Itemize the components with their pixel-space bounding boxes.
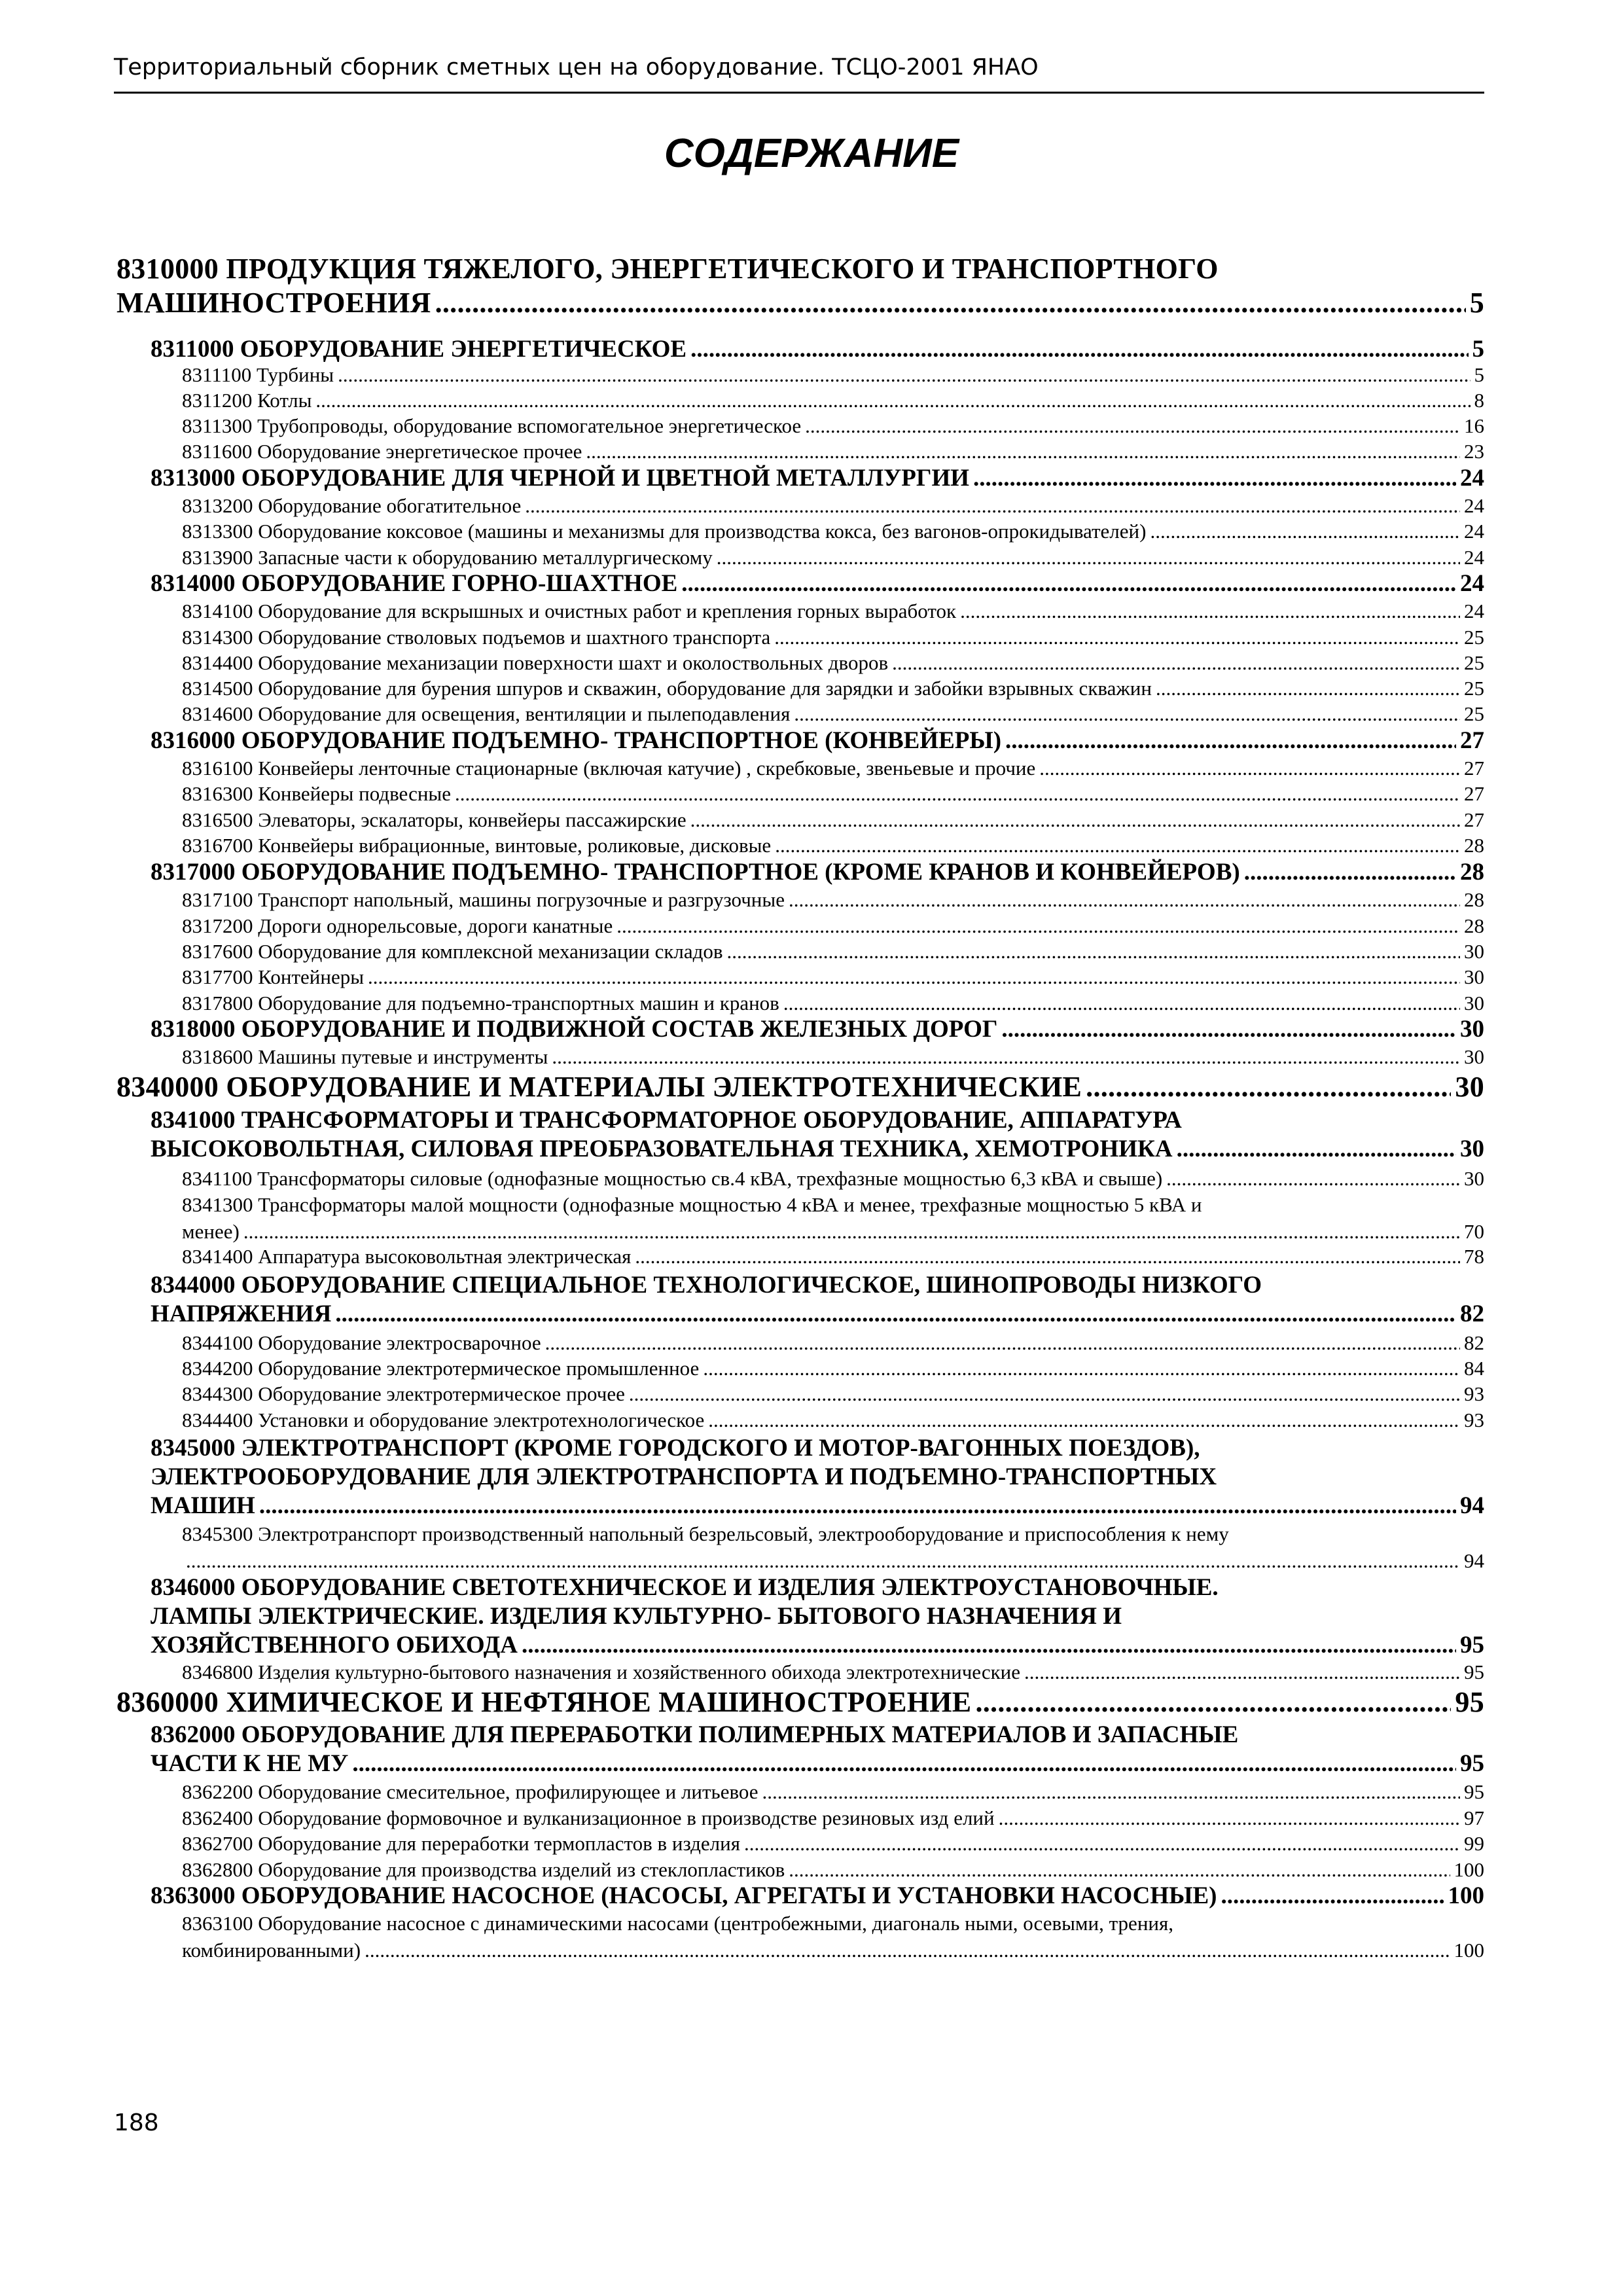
toc-entry-title: 8362200 Оборудование смесительное, профилирующее и литьевое bbox=[182, 1780, 758, 1803]
toc-entry-title-line: 8310000 ПРОДУКЦИЯ ТЯЖЕЛОГО, ЭНЕРГЕТИЧЕСКОГО И ТРАНСПОРТНОГО bbox=[116, 253, 1219, 285]
toc-page-number: 30 bbox=[1464, 992, 1484, 1014]
toc-entry-item[interactable] bbox=[182, 624, 1484, 651]
toc-entry-title: 8318000 ОБОРУДОВАНИЕ И ПОДВИЖНОЙ СОСТАВ ЖЕЛЕЗНЫХ ДОРОГ bbox=[151, 1016, 998, 1043]
toc-entry-item[interactable] bbox=[182, 1043, 1484, 1070]
toc-page-number: 94 bbox=[1460, 1492, 1484, 1519]
dot-leader bbox=[186, 1547, 1460, 1574]
dot-leader bbox=[960, 598, 1460, 624]
toc-entry-item[interactable] bbox=[182, 1910, 1484, 1964]
toc-entry-title: МАШИНОСТРОЕНИЯ bbox=[116, 287, 431, 319]
toc-entry-item[interactable] bbox=[182, 361, 1484, 388]
toc-entry-title: 8314100 Оборудование для вскрышных и очистных работ и крепления горных выработок bbox=[182, 600, 957, 622]
toc-entry-title-line: 8362000 ОБОРУДОВАНИЕ ДЛЯ ПЕРЕРАБОТКИ ПОЛИМЕРНЫХ МАТЕРИАЛОВ И ЗАПАСНЫЕ bbox=[151, 1721, 1239, 1748]
toc-page-number: 24 bbox=[1464, 600, 1484, 622]
toc-entry-item[interactable] bbox=[182, 598, 1484, 624]
toc-entry-item[interactable] bbox=[182, 963, 1484, 990]
toc-entry-item[interactable] bbox=[182, 1165, 1484, 1192]
toc-entry-title: 8344400 Установки и оборудование электротехнологическое bbox=[182, 1408, 705, 1431]
toc-page-number: 82 bbox=[1460, 1300, 1484, 1327]
toc-entry-title: 8362400 Оборудование формовочное и вулканизационное в производстве резиновых изд елий bbox=[182, 1806, 995, 1829]
toc-entry-title: 8314500 Оборудование для бурения шпуров и скважин, оборудование для зарядки и забойки взрывных скважин bbox=[182, 677, 1152, 700]
toc-entry-title: 8346800 Изделия культурно-бытового назначения и хозяйственного обихода электротехнические bbox=[182, 1660, 1020, 1683]
toc-entry-title: 8314600 Оборудование для освещения, вентиляции и пылеподавления bbox=[182, 702, 791, 725]
dot-leader bbox=[690, 806, 1460, 833]
dot-leader bbox=[1005, 726, 1456, 755]
toc-entry-title: 8316300 Конвейеры подвесные bbox=[182, 782, 452, 805]
toc-entry-title-line: ЭЛЕКТРООБОРУДОВАНИЕ ДЛЯ ЭЛЕКТРОТРАНСПОРТА И ПОДЪЕМНО-ТРАНСПОРТНЫХ bbox=[151, 1463, 1217, 1490]
toc-page-number: 95 bbox=[1460, 1632, 1484, 1659]
toc-entry-item[interactable] bbox=[182, 938, 1484, 965]
toc-page-number: 27 bbox=[1464, 757, 1484, 780]
toc-entry-title-line: 8345000 ЭЛЕКТРОТРАНСПОРТ (КРОМЕ ГОРОДСКОГО И МОТОР-ВАГОННЫХ ПОЕЗДОВ), bbox=[151, 1435, 1200, 1462]
toc-page-number: 24 bbox=[1464, 494, 1484, 517]
toc-entry-item[interactable] bbox=[182, 1407, 1484, 1433]
toc-entry-title: 8344300 Оборудование электротермическое прочее bbox=[182, 1382, 625, 1405]
toc-page-number: 30 bbox=[1464, 1045, 1484, 1068]
dot-leader bbox=[522, 1631, 1456, 1660]
toc-page-number: 8 bbox=[1474, 389, 1484, 412]
dot-leader bbox=[681, 569, 1456, 598]
dot-leader bbox=[1156, 675, 1460, 702]
dot-leader bbox=[789, 886, 1460, 913]
toc-entry-item[interactable] bbox=[182, 1830, 1484, 1857]
toc-entry-item[interactable] bbox=[182, 1520, 1484, 1574]
toc-page-number: 25 bbox=[1464, 702, 1484, 725]
toc-entry-title: 8317700 Контейнеры bbox=[182, 965, 365, 988]
dot-leader bbox=[629, 1380, 1460, 1407]
dot-leader bbox=[999, 1804, 1460, 1831]
toc-entry-title: 8317000 ОБОРУДОВАНИЕ ПОДЪЕМНО- ТРАНСПОРТНОЕ (КРОМЕ КРАНОВ И КОНВЕЙЕРОВ) bbox=[151, 859, 1240, 886]
dot-leader bbox=[783, 990, 1460, 1016]
toc-page-number: 24 bbox=[1460, 570, 1484, 597]
dot-leader bbox=[762, 1778, 1460, 1805]
toc-entry-title: 8360000 ХИМИЧЕСКОЕ И НЕФТЯНОЕ МАШИНОСТРОЕНИЕ bbox=[116, 1686, 972, 1718]
dot-leader bbox=[727, 938, 1460, 965]
toc-entry-title: 8362700 Оборудование для переработки термопластов в изделия bbox=[182, 1832, 740, 1855]
toc-entry-title: 8313900 Запасные части к оборудованию металлургическому bbox=[182, 546, 713, 569]
toc-page-number: 5 bbox=[1474, 363, 1484, 386]
toc-page-number: 27 bbox=[1464, 808, 1484, 831]
toc-page-number: 28 bbox=[1464, 914, 1484, 937]
toc-page-number: 30 bbox=[1464, 1167, 1484, 1190]
toc-entry-item[interactable] bbox=[182, 1804, 1484, 1831]
toc-page-number: 93 bbox=[1464, 1382, 1484, 1405]
toc-entry-title-line: 8344000 ОБОРУДОВАНИЕ СПЕЦИАЛЬНОЕ ТЕХНОЛОГИЧЕСКОЕ, ШИНОПРОВОДЫ НИЗКОГО bbox=[151, 1272, 1262, 1299]
toc-page-number: 25 bbox=[1464, 651, 1484, 674]
toc-entry-title: 8362800 Оборудование для производства изделий из стеклопластиков bbox=[182, 1858, 785, 1881]
toc-page-number: 5 bbox=[1469, 287, 1484, 319]
toc-entry-subsection[interactable] bbox=[151, 1271, 1484, 1329]
toc-entry-title: 8317100 Транспорт напольный, машины погрузочные и разгрузочные bbox=[182, 888, 785, 911]
toc-page-number: 99 bbox=[1464, 1832, 1484, 1855]
toc-page-number: 94 bbox=[1464, 1549, 1484, 1572]
toc-page-number: 100 bbox=[1448, 1882, 1484, 1909]
toc-entry-title-line: 8341300 Трансформаторы малой мощности (однофазные мощностью 4 кВА и менее, трехфазные мощностью 5 кВА и bbox=[182, 1193, 1202, 1216]
toc-entry-item[interactable] bbox=[182, 649, 1484, 676]
dot-leader bbox=[975, 1685, 1451, 1719]
toc-page-number: 93 bbox=[1464, 1408, 1484, 1431]
page-title: СОДЕРЖАНИЕ bbox=[664, 131, 959, 176]
dot-leader bbox=[365, 1937, 1450, 1964]
dot-leader bbox=[243, 1218, 1460, 1245]
toc-page-number: 24 bbox=[1460, 465, 1484, 492]
toc-entry-title-line: 8346000 ОБОРУДОВАНИЕ СВЕТОТЕХНИЧЕСКОЕ И ИЗДЕЛИЯ ЭЛЕКТРОУСТАНОВОЧНЫЕ. bbox=[151, 1574, 1219, 1601]
toc-entry-item[interactable] bbox=[182, 412, 1484, 439]
toc-entry-title: 8311300 Трубопроводы, оборудование вспомогательное энергетическое bbox=[182, 414, 802, 437]
toc-page-number: 30 bbox=[1464, 940, 1484, 963]
dot-leader bbox=[1166, 1165, 1460, 1192]
dot-leader bbox=[1150, 518, 1460, 545]
dot-leader bbox=[703, 1355, 1460, 1382]
dot-leader bbox=[455, 780, 1460, 807]
toc-entry-title: 8311000 ОБОРУДОВАНИЕ ЭНЕРГЕТИЧЕСКОЕ bbox=[151, 336, 687, 363]
toc-entry-item[interactable] bbox=[182, 1659, 1484, 1685]
dot-leader bbox=[435, 286, 1466, 320]
toc-entry-title: 8313000 ОБОРУДОВАНИЕ ДЛЯ ЧЕРНОЙ И ЦВЕТНОЙ МЕТАЛЛУРГИИ bbox=[151, 465, 970, 492]
toc-page-number: 25 bbox=[1464, 677, 1484, 700]
dot-leader bbox=[775, 832, 1460, 859]
toc-entry-title: менее) bbox=[182, 1220, 240, 1243]
dot-leader bbox=[892, 649, 1460, 676]
toc-entry-item[interactable] bbox=[182, 912, 1484, 939]
toc-page-number: 84 bbox=[1464, 1357, 1484, 1380]
toc-entry-title: 8341400 Аппаратура высоковольтная электрическая bbox=[182, 1245, 632, 1268]
toc-entry-title: 8311100 Турбины bbox=[182, 363, 334, 386]
toc-page-number: 28 bbox=[1464, 888, 1484, 911]
toc-page-number: 95 bbox=[1464, 1780, 1484, 1803]
toc-page-number: 24 bbox=[1464, 546, 1484, 569]
toc-entry-item[interactable] bbox=[182, 544, 1484, 571]
toc-entry-item[interactable] bbox=[182, 1329, 1484, 1356]
toc-entry-title: 8316000 ОБОРУДОВАНИЕ ПОДЪЕМНО- ТРАНСПОРТНОЕ (КОНВЕЙЕРЫ) bbox=[151, 727, 1002, 754]
toc-entry-title: ХОЗЯЙСТВЕННОГО ОБИХОДА bbox=[151, 1632, 518, 1659]
toc-page-number: 28 bbox=[1464, 834, 1484, 857]
toc-entry-item[interactable] bbox=[182, 886, 1484, 913]
toc-entry-item[interactable] bbox=[182, 438, 1484, 465]
dot-leader bbox=[1221, 1882, 1444, 1910]
toc-entry-item[interactable] bbox=[182, 755, 1484, 781]
toc-entry-title: 8344100 Оборудование электросварочное bbox=[182, 1331, 541, 1354]
toc-entry-item[interactable] bbox=[182, 518, 1484, 545]
toc-entry-subsection[interactable] bbox=[151, 1721, 1484, 1778]
toc-entry-title: 8314300 Оборудование стволовых подъемов и шахтного транспорта bbox=[182, 626, 771, 649]
toc-entry-title: 8317600 Оборудование для комплексной механизации складов bbox=[182, 940, 723, 963]
page-number: 188 bbox=[114, 2109, 159, 2136]
toc-entry-title-line: 8345300 Электротранспорт производственный напольный безрельсовый, электрооборудование и приспособления к нему bbox=[182, 1522, 1229, 1545]
toc-entry-title: 8314000 ОБОРУДОВАНИЕ ГОРНО-ШАХТНОЕ bbox=[151, 570, 678, 597]
dot-leader bbox=[744, 1830, 1460, 1857]
dot-leader bbox=[525, 492, 1460, 519]
toc-entry-title: 8311600 Оборудование энергетическое прочее bbox=[182, 440, 582, 463]
toc-entry-title-line: 8363100 Оборудование насосное с динамическими насосами (центробежными, диагональ ными, осевыми, трения, bbox=[182, 1912, 1174, 1935]
toc-entry-title: ВЫСОКОВОЛЬТНАЯ, СИЛОВАЯ ПРЕОБРАЗОВАТЕЛЬНАЯ ТЕХНИКА, ХЕМОТРОНИКА bbox=[151, 1136, 1173, 1162]
toc-entry-subsection[interactable] bbox=[151, 726, 1484, 755]
table-of-contents bbox=[116, 252, 1484, 2137]
dot-leader bbox=[335, 1300, 1456, 1329]
toc-page-number: 16 bbox=[1464, 414, 1484, 437]
toc-page-number: 5 bbox=[1472, 336, 1484, 363]
toc-entry-item[interactable] bbox=[182, 990, 1484, 1016]
dot-leader bbox=[259, 1492, 1456, 1520]
dot-leader bbox=[690, 335, 1468, 364]
dot-leader bbox=[1086, 1070, 1451, 1104]
toc-page-number: 78 bbox=[1464, 1245, 1484, 1268]
toc-entry-title: комбинированными) bbox=[182, 1939, 361, 1962]
toc-entry-title: 8316500 Элеваторы, эскалаторы, конвейеры пассажирские bbox=[182, 808, 687, 831]
toc-entry-item[interactable] bbox=[182, 675, 1484, 702]
toc-entry-item[interactable] bbox=[182, 1355, 1484, 1382]
toc-entry-title: 8318600 Машины путевые и инструменты bbox=[182, 1045, 548, 1068]
toc-page-number: 95 bbox=[1455, 1686, 1484, 1718]
toc-entry-section[interactable] bbox=[116, 1685, 1484, 1719]
dot-leader bbox=[1244, 858, 1456, 887]
dot-leader bbox=[789, 1856, 1450, 1883]
dot-leader bbox=[545, 1329, 1460, 1356]
toc-entry-title-line: ЛАМПЫ ЭЛЕКТРИЧЕСКИЕ. ИЗДЕЛИЯ КУЛЬТУРНО- БЫТОВОГО НАЗНАЧЕНИЯ И bbox=[151, 1603, 1122, 1630]
dot-leader bbox=[1024, 1659, 1460, 1685]
toc-entry-item[interactable] bbox=[182, 780, 1484, 807]
dot-leader bbox=[1001, 1015, 1456, 1044]
dot-leader bbox=[352, 1749, 1456, 1778]
toc-entry-title: 8344200 Оборудование электротермическое промышленное bbox=[182, 1357, 700, 1380]
toc-entry-item[interactable] bbox=[182, 1778, 1484, 1805]
toc-entry-item[interactable] bbox=[182, 492, 1484, 519]
toc-entry-subsection[interactable] bbox=[151, 1106, 1484, 1164]
toc-entry-subsection[interactable] bbox=[151, 1015, 1484, 1044]
dot-leader bbox=[315, 387, 1470, 414]
running-header: Территориальный сборник сметных цен на оборудование. ТСЦО-2001 ЯНАО bbox=[114, 51, 1484, 94]
toc-entry-title: 8316100 Конвейеры ленточные стационарные (включая катучие) , скребковые, звеньевые и прочие bbox=[182, 757, 1036, 780]
toc-entry-title: 8316700 Конвейеры вибрационные, винтовые, роликовые, дисковые bbox=[182, 834, 772, 857]
toc-entry-title-line: 8341000 ТРАНСФОРМАТОРЫ И ТРАНСФОРМАТОРНОЕ ОБОРУДОВАНИЕ, АППАРАТУРА bbox=[151, 1107, 1182, 1134]
dot-leader bbox=[708, 1407, 1460, 1433]
toc-page-number: 27 bbox=[1464, 782, 1484, 805]
toc-entry-subsection[interactable] bbox=[151, 858, 1484, 887]
toc-page-number: 30 bbox=[1460, 1016, 1484, 1043]
dot-leader bbox=[635, 1243, 1460, 1270]
toc-entry-title: 8317200 Дороги однорельсовые, дороги канатные bbox=[182, 914, 613, 937]
dot-leader bbox=[552, 1043, 1460, 1070]
toc-entry-item[interactable] bbox=[182, 1856, 1484, 1883]
dot-leader bbox=[794, 700, 1460, 727]
toc-page-number: 100 bbox=[1454, 1858, 1484, 1881]
toc-entry-subsection[interactable] bbox=[151, 1882, 1484, 1910]
toc-page-number: 23 bbox=[1464, 440, 1484, 463]
toc-page-number: 97 bbox=[1464, 1806, 1484, 1829]
toc-entry-title: 8313300 Оборудование коксовое (машины и механизмы для производства кокса, без вагонов-опрокидывателей) bbox=[182, 520, 1147, 543]
toc-entry-item[interactable] bbox=[182, 1380, 1484, 1407]
toc-page-number: 25 bbox=[1464, 626, 1484, 649]
toc-entry-subsection[interactable] bbox=[151, 464, 1484, 493]
toc-page-number: 100 bbox=[1454, 1939, 1484, 1962]
toc-page-number: 24 bbox=[1464, 520, 1484, 543]
toc-entry-title: 8314400 Оборудование механизации поверхности шахт и околоствольных дворов bbox=[182, 651, 889, 674]
toc-entry-title: ЧАСТИ К НЕ МУ bbox=[151, 1750, 349, 1777]
toc-page-number: 30 bbox=[1464, 965, 1484, 988]
toc-page-number: 82 bbox=[1464, 1331, 1484, 1354]
toc-page-number: 27 bbox=[1460, 727, 1484, 754]
toc-entry-item[interactable] bbox=[182, 832, 1484, 859]
toc-page-number: 95 bbox=[1460, 1750, 1484, 1777]
toc-entry-item[interactable] bbox=[182, 387, 1484, 414]
dot-leader bbox=[616, 912, 1460, 939]
toc-entry-title: МАШИН bbox=[151, 1492, 255, 1519]
toc-page-number: 70 bbox=[1464, 1220, 1484, 1243]
toc-entry-section[interactable] bbox=[116, 1070, 1484, 1104]
toc-entry-title: НАПРЯЖЕНИЯ bbox=[151, 1300, 332, 1327]
toc-entry-title: 8363000 ОБОРУДОВАНИЕ НАСОСНОЕ (НАСОСЫ, АГРЕГАТЫ И УСТАНОВКИ НАСОСНЫЕ) bbox=[151, 1882, 1217, 1909]
toc-entry-subsection[interactable] bbox=[151, 335, 1484, 364]
toc-entry-section[interactable] bbox=[116, 252, 1484, 320]
toc-page-number: 30 bbox=[1460, 1136, 1484, 1162]
toc-entry-item[interactable] bbox=[182, 1243, 1484, 1270]
dot-leader bbox=[973, 464, 1456, 493]
dot-leader bbox=[1039, 755, 1460, 781]
dot-leader bbox=[586, 438, 1460, 465]
toc-page-number: 95 bbox=[1464, 1660, 1484, 1683]
dot-leader bbox=[338, 361, 1470, 388]
toc-entry-title: 8317800 Оборудование для подъемно-транспортных машин и кранов bbox=[182, 992, 779, 1014]
toc-entry-item[interactable] bbox=[182, 806, 1484, 833]
dot-leader bbox=[774, 624, 1460, 651]
dot-leader bbox=[368, 963, 1460, 990]
toc-entry-item[interactable] bbox=[182, 1191, 1484, 1245]
toc-entry-title: 8311200 Котлы bbox=[182, 389, 312, 412]
toc-entry-title: 8341100 Трансформаторы силовые (однофазные мощностью св.4 кВА, трехфазные мощностью 6,3 кВА и свыше) bbox=[182, 1167, 1163, 1190]
dot-leader bbox=[1177, 1135, 1456, 1164]
toc-entry-title: 8313200 Оборудование обогатительное bbox=[182, 494, 522, 517]
toc-page-number: 30 bbox=[1455, 1071, 1484, 1103]
toc-entry-title: 8340000 ОБОРУДОВАНИЕ И МАТЕРИАЛЫ ЭЛЕКТРОТЕХНИЧЕСКИЕ bbox=[116, 1071, 1082, 1103]
dot-leader bbox=[805, 412, 1460, 439]
dot-leader bbox=[717, 544, 1460, 571]
toc-page-number: 28 bbox=[1460, 859, 1484, 886]
toc-entry-subsection[interactable] bbox=[151, 569, 1484, 598]
toc-entry-subsection[interactable] bbox=[151, 1573, 1484, 1660]
toc-entry-subsection[interactable] bbox=[151, 1434, 1484, 1520]
toc-entry-item[interactable] bbox=[182, 700, 1484, 727]
